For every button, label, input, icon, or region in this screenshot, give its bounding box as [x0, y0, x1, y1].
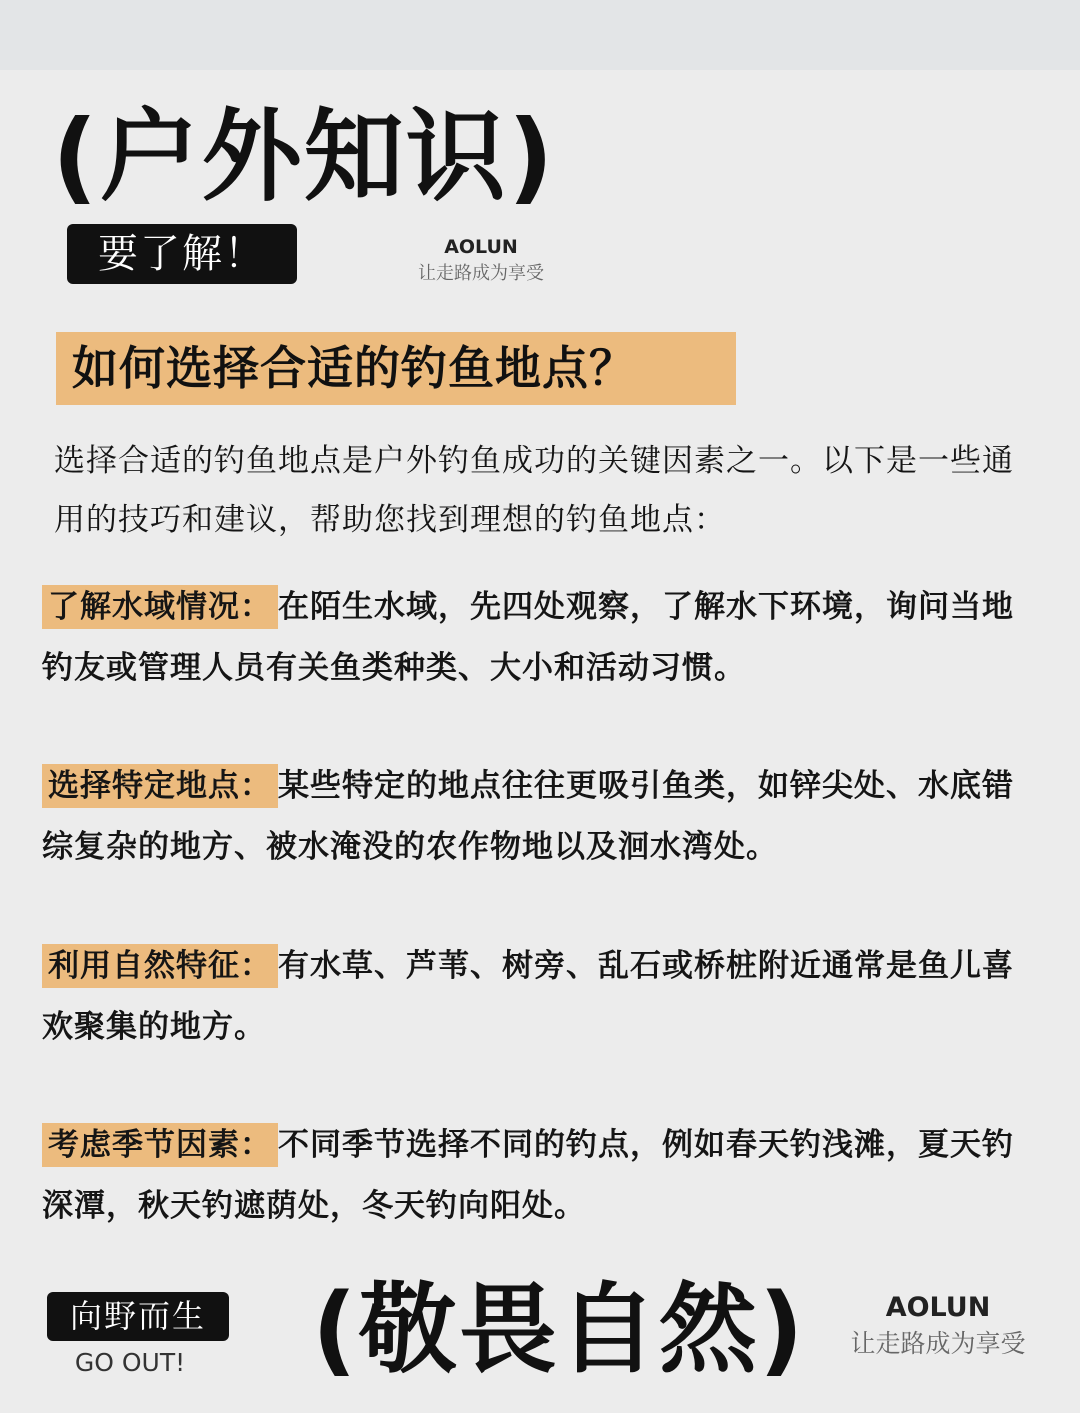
intro-paragraph: 选择合适的钓鱼地点是户外钓鱼成功的关键因素之一。以下是一些通用的技巧和建议，帮助您找到理想的钓鱼地点： [54, 443, 1014, 538]
footer-tag: 向野而生 [47, 1292, 229, 1341]
tip-item [42, 936, 1037, 1058]
tip-item [42, 577, 1037, 699]
tip-heading: 了解水域情况： [42, 585, 278, 629]
tip-heading: 利用自然特征： [42, 944, 278, 988]
top-band [0, 0, 1080, 70]
tip-text: 有水草、芦苇、树旁、乱石或桥桩附近通常是鱼儿喜欢聚集的地方。 [42, 948, 1014, 1045]
brand-name: AOLUN [885, 1292, 991, 1323]
tip-text: 不同季节选择不同的钓点，例如春天钓浅滩，夏天钓深潭，秋天钓遮荫处，冬天钓向阳处。 [42, 1127, 1014, 1224]
brand-slogan: 让走路成为享受 [418, 263, 544, 284]
tip-item [42, 756, 1037, 878]
tip-heading: 选择特定地点： [42, 764, 278, 808]
main-title: (户外知识) [52, 98, 556, 215]
brand-slogan: 让走路成为享受 [850, 1329, 1026, 1358]
footer-sub: GO OUT! [74, 1348, 186, 1377]
tip-item [42, 1115, 1037, 1237]
tip-text: 在陌生水域，先四处观察，了解水下环境，询问当地钓友或管理人员有关鱼类种类、大小和活动习惯。 [42, 589, 1014, 686]
brand-name: AOLUN [444, 236, 518, 258]
brand-block-bottom [838, 1290, 1038, 1362]
tip-heading: 考虑季节因素： [42, 1123, 278, 1167]
question-heading: 如何选择合适的钓鱼地点？ [56, 332, 736, 405]
footer-title: (敬畏自然) [312, 1273, 806, 1387]
header-tag: 要了解！ [67, 224, 297, 284]
tip-text: 某些特定的地点往往更吸引鱼类，如锌尖处、水底错综复杂的地方、被水淹没的农作物地以及洄水湾处。 [42, 768, 1014, 865]
brand-block-top [395, 234, 567, 288]
